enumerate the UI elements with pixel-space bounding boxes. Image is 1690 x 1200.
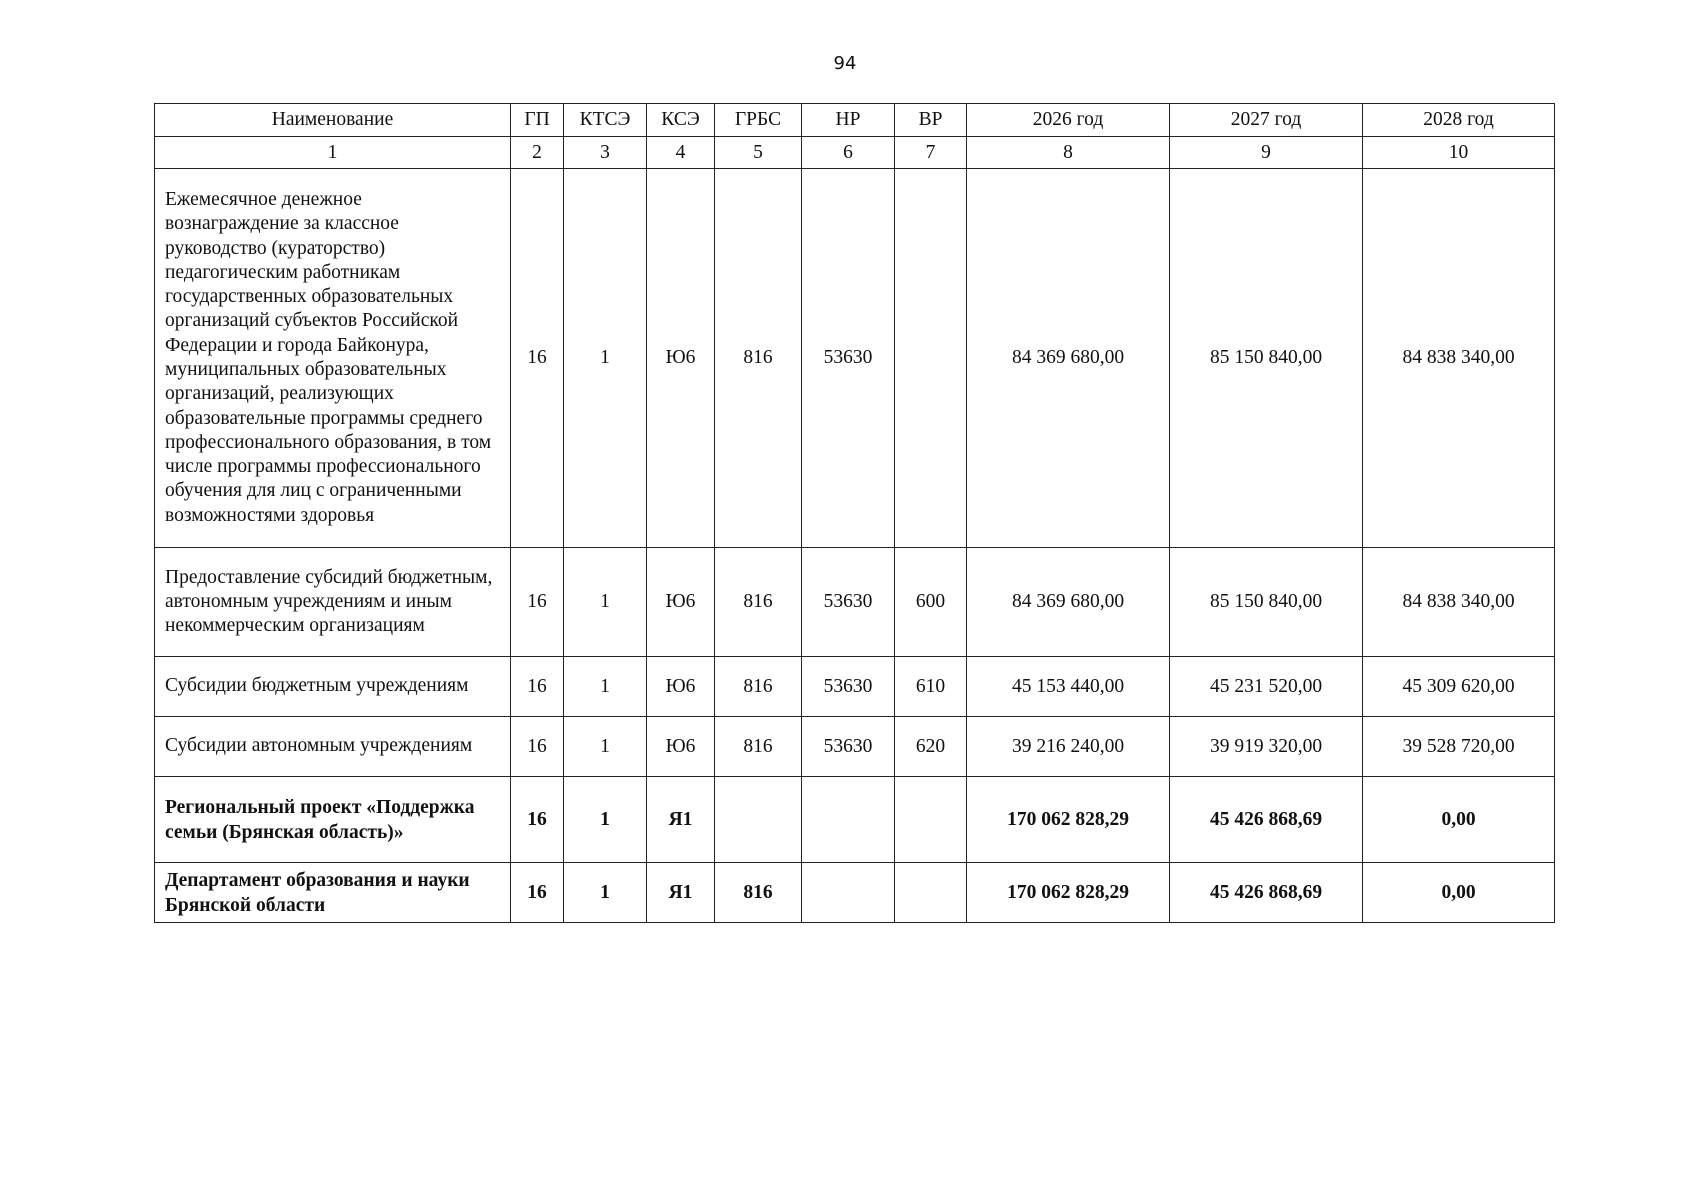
column-number: 10 (1363, 137, 1555, 169)
cell-ktse: 1 (564, 548, 647, 657)
cell-2027: 45 231 520,00 (1170, 657, 1363, 717)
page-number: 94 (833, 53, 857, 74)
column-number: 8 (967, 137, 1170, 169)
header-row (155, 104, 1555, 137)
cell-2027: 45 426 868,69 (1170, 777, 1363, 863)
row-name: Департамент образования и науки Брянской области (155, 863, 511, 923)
cell-nr: 53630 (802, 657, 895, 717)
cell-grbs (715, 777, 802, 863)
row-name: Предоставление субсидий бюджетным, автономным учреждениям и иным некоммерческим организациям (155, 548, 511, 657)
header-kse: КСЭ (647, 104, 715, 137)
cell-2027: 45 426 868,69 (1170, 863, 1363, 923)
cell-gp: 16 (511, 169, 564, 548)
cell-2027: 85 150 840,00 (1170, 548, 1363, 657)
cell-kse: Ю6 (647, 657, 715, 717)
cell-ktse: 1 (564, 169, 647, 548)
cell-2028: 84 838 340,00 (1363, 548, 1555, 657)
column-number: 6 (802, 137, 895, 169)
header-nr: НР (802, 104, 895, 137)
header-gp: ГП (511, 104, 564, 137)
cell-2028: 0,00 (1363, 777, 1555, 863)
cell-vr: 600 (895, 548, 967, 657)
column-number: 9 (1170, 137, 1363, 169)
cell-kse: Ю6 (647, 717, 715, 777)
cell-grbs: 816 (715, 863, 802, 923)
cell-vr (895, 863, 967, 923)
cell-vr (895, 777, 967, 863)
column-number: 1 (155, 137, 511, 169)
row-name: Региональный проект «Поддержка семьи (Брянская область)» (155, 777, 511, 863)
cell-2028: 39 528 720,00 (1363, 717, 1555, 777)
row-name: Субсидии автономным учреждениям (155, 717, 511, 777)
cell-grbs: 816 (715, 548, 802, 657)
cell-2026: 170 062 828,29 (967, 777, 1170, 863)
cell-2026: 84 369 680,00 (967, 169, 1170, 548)
cell-ktse: 1 (564, 657, 647, 717)
cell-nr: 53630 (802, 548, 895, 657)
cell-2026: 170 062 828,29 (967, 863, 1170, 923)
cell-2028: 84 838 340,00 (1363, 169, 1555, 548)
cell-kse: Я1 (647, 863, 715, 923)
cell-vr: 610 (895, 657, 967, 717)
header-grbs: ГРБС (715, 104, 802, 137)
cell-gp: 16 (511, 657, 564, 717)
cell-nr (802, 777, 895, 863)
cell-nr: 53630 (802, 169, 895, 548)
cell-2026: 39 216 240,00 (967, 717, 1170, 777)
table-row (155, 548, 1555, 657)
table-row (155, 777, 1555, 863)
table-body (155, 169, 1555, 923)
table-row (155, 657, 1555, 717)
cell-2026: 84 369 680,00 (967, 548, 1170, 657)
row-name: Субсидии бюджетным учреждениям (155, 657, 511, 717)
cell-ktse: 1 (564, 863, 647, 923)
header-year-2028: 2028 год (1363, 104, 1555, 137)
table-row (155, 169, 1555, 548)
header-name: Наименование (155, 104, 511, 137)
cell-nr: 53630 (802, 717, 895, 777)
table-row (155, 717, 1555, 777)
table-header (155, 104, 1555, 169)
header-year-2027: 2027 год (1170, 104, 1363, 137)
cell-2026: 45 153 440,00 (967, 657, 1170, 717)
cell-2027: 39 919 320,00 (1170, 717, 1363, 777)
column-number: 3 (564, 137, 647, 169)
cell-gp: 16 (511, 717, 564, 777)
column-number: 7 (895, 137, 967, 169)
table-row (155, 863, 1555, 923)
cell-ktse: 1 (564, 777, 647, 863)
column-number: 2 (511, 137, 564, 169)
cell-gp: 16 (511, 777, 564, 863)
row-name: Ежемесячное денежное вознаграждение за классное руководство (кураторство) педагогическим работникам государственных образовательных организаций субъектов Российской Федерации и города Байконура, муниципальных образовательных организаций, реализующих образовательные программы среднего профессионального образования, в том числе программы профессионального обучения для лиц с ограниченными возможностями здоровья (155, 169, 511, 548)
cell-grbs: 816 (715, 717, 802, 777)
cell-ktse: 1 (564, 717, 647, 777)
cell-gp: 16 (511, 548, 564, 657)
cell-grbs: 816 (715, 657, 802, 717)
budget-table (154, 103, 1555, 923)
cell-kse: Ю6 (647, 548, 715, 657)
cell-nr (802, 863, 895, 923)
cell-2027: 85 150 840,00 (1170, 169, 1363, 548)
cell-vr (895, 169, 967, 548)
cell-grbs: 816 (715, 169, 802, 548)
cell-vr: 620 (895, 717, 967, 777)
header-vr: ВР (895, 104, 967, 137)
cell-kse: Ю6 (647, 169, 715, 548)
cell-2028: 45 309 620,00 (1363, 657, 1555, 717)
cell-gp: 16 (511, 863, 564, 923)
cell-2028: 0,00 (1363, 863, 1555, 923)
column-number: 5 (715, 137, 802, 169)
header-ktse: КТСЭ (564, 104, 647, 137)
column-number-row (155, 137, 1555, 169)
header-year-2026: 2026 год (967, 104, 1170, 137)
cell-kse: Я1 (647, 777, 715, 863)
column-number: 4 (647, 137, 715, 169)
